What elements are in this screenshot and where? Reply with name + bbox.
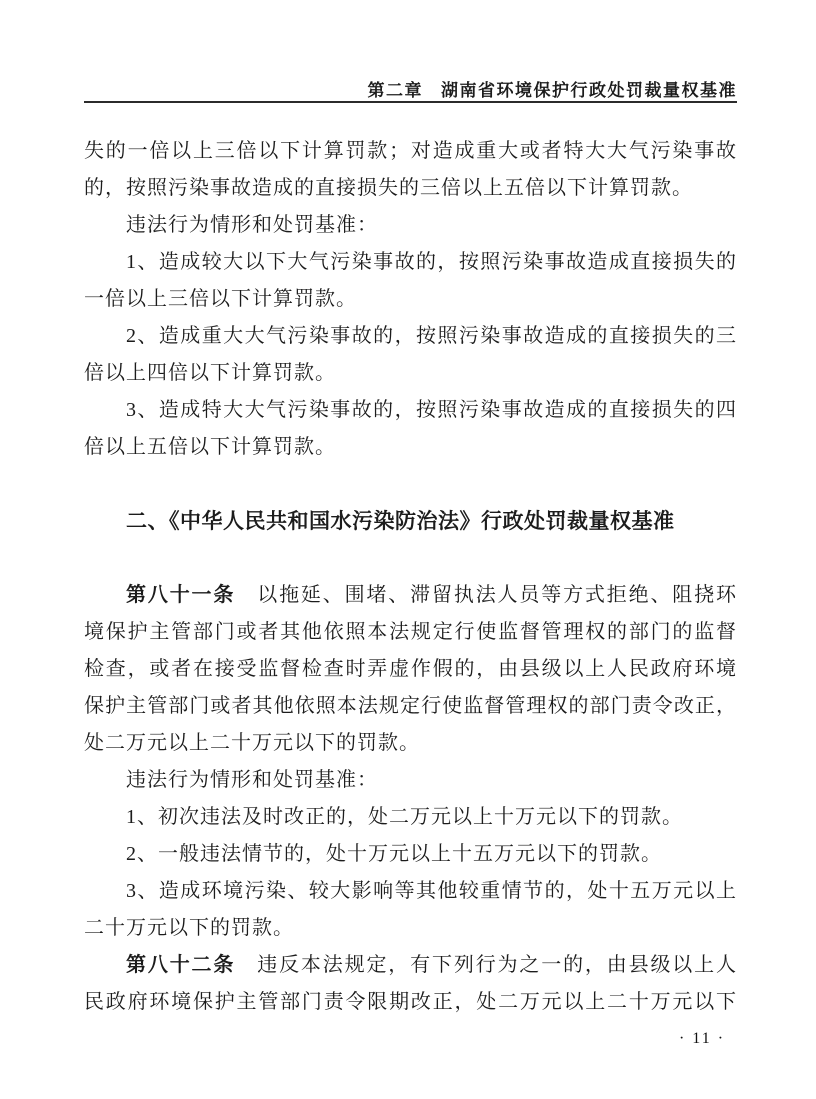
article-text: 以拖延、围堵、滞留执法人员等方式拒绝、阻挠环 <box>257 584 737 606</box>
body-line: 3、造成特大大气污染事故的，按照污染事故造成的直接损失的四 <box>126 399 736 421</box>
body-line: 失的一倍以上三倍以下计算罚款；对造成重大或者特大大气污染事故 <box>84 140 736 162</box>
article-text: 违反本法规定，有下列行为之一的，由县级以上人 <box>257 954 737 976</box>
page-number: · 11 · <box>678 1030 726 1047</box>
body-line: 保护主管部门或者其他依照本法规定行使监督管理权的部门责令改正， <box>84 695 736 717</box>
blank-line <box>84 466 736 503</box>
body-line <box>84 577 736 614</box>
section-heading: 二、《中华人民共和国水污染防治法》行政处罚裁量权基准 <box>126 510 675 533</box>
body-line: 一倍以上三倍以下计算罚款。 <box>84 288 357 310</box>
running-header <box>84 76 737 101</box>
body-line: 3、造成环境污染、较大影响等其他较重情节的，处十五万元以上 <box>126 880 736 902</box>
body-line: 1、初次违法及时改正的，处二万元以上十万元以下的罚款。 <box>126 806 683 828</box>
body-line: 违法行为情形和处罚基准： <box>126 214 378 236</box>
header-title: 湖南省环境保护行政处罚裁量权基准 <box>441 81 737 100</box>
body-line: 倍以上五倍以下计算罚款。 <box>84 436 336 458</box>
body-line: 倍以上四倍以下计算罚款。 <box>84 362 336 384</box>
body-line: 民政府环境保护主管部门责令限期改正，处二万元以上二十万元以下 <box>84 991 736 1013</box>
body-line: 检查，或者在接受监督检查时弄虚作假的，由县级以上人民政府环境 <box>84 658 736 680</box>
body-line: 的，按照污染事故造成的直接损失的三倍以上五倍以下计算罚款。 <box>84 177 693 199</box>
body-line: 处二万元以上二十万元以下的罚款。 <box>84 732 420 754</box>
body-line: 1、造成较大以下大气污染事故的，按照污染事故造成直接损失的 <box>126 251 736 273</box>
body-line: 境保护主管部门或者其他依照本法规定行使监督管理权的部门的监督 <box>84 621 736 643</box>
header-chapter: 第二章 <box>367 81 423 100</box>
body-line: 二十万元以下的罚款。 <box>84 917 294 939</box>
body-line: 2、一般违法情节的，处十万元以上十五万元以下的罚款。 <box>126 843 662 865</box>
document-body <box>84 133 736 1021</box>
body-line <box>84 947 736 984</box>
body-line: 违法行为情形和处罚基准： <box>126 769 378 791</box>
article-term: 第八十二条 <box>126 954 236 976</box>
blank-line <box>84 540 736 577</box>
body-line: 2、造成重大大气污染事故的，按照污染事故造成的直接损失的三 <box>126 325 736 347</box>
header-rule <box>84 101 737 103</box>
article-term: 第八十一条 <box>126 584 236 606</box>
